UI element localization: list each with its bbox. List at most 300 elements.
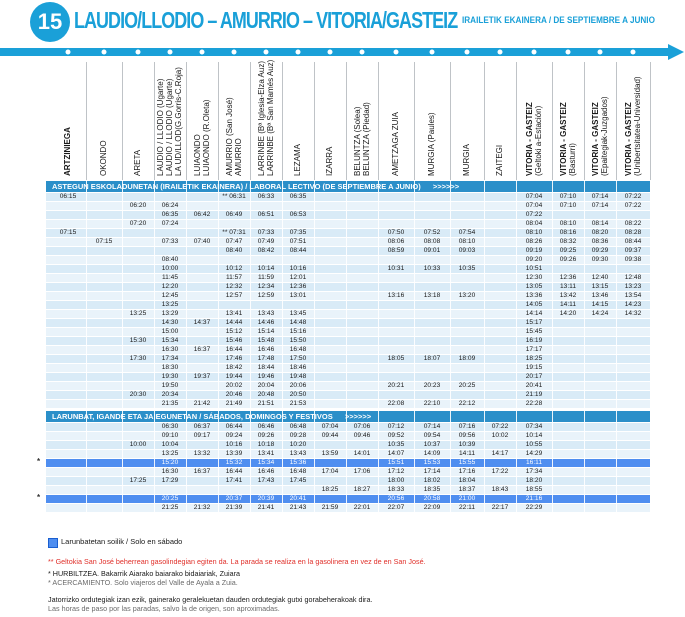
time-cell — [346, 459, 378, 467]
time-cell: 14:14 — [525, 310, 543, 317]
time-cell — [616, 459, 650, 467]
time-cell: 07:22 — [624, 193, 642, 200]
time-cell — [50, 238, 86, 246]
time-cell — [186, 274, 218, 282]
stop-dot — [360, 50, 365, 55]
time-cell: 17:45 — [289, 477, 307, 484]
time-cell: 08:42 — [257, 247, 275, 254]
time-cell — [414, 364, 450, 372]
time-cell: 14:46 — [257, 319, 275, 326]
stop-name: AMETZAGA ZUIA — [391, 111, 400, 176]
time-cell — [584, 441, 616, 449]
time-cell: 12:45 — [161, 292, 179, 299]
time-cell — [378, 202, 414, 210]
time-cell — [346, 274, 378, 282]
time-cell: 08:26 — [525, 238, 543, 245]
time-cell: 14:23 — [624, 301, 642, 308]
time-cell — [616, 432, 650, 440]
time-cell: 22:29 — [525, 504, 543, 511]
table-row — [46, 441, 650, 449]
time-cell: 15:34 — [257, 459, 275, 466]
stop-name: VITORIA - GASTEIZ — [558, 102, 568, 176]
time-cell — [314, 364, 346, 372]
column-separator — [378, 181, 379, 513]
time-cell: 16:44 — [225, 346, 243, 353]
time-cell: 08:32 — [559, 238, 577, 245]
time-cell: 10:14 — [525, 432, 543, 439]
time-cell — [50, 220, 86, 228]
time-cell — [50, 391, 86, 399]
time-cell: 07:12 — [387, 423, 405, 430]
time-cell — [186, 391, 218, 399]
stop-name: MURGIA — [462, 144, 471, 176]
time-cell: 09:44 — [321, 432, 339, 439]
time-cell — [122, 495, 154, 503]
time-cell: 17:12 — [387, 468, 405, 475]
time-cell — [186, 292, 218, 300]
time-cell — [50, 265, 86, 273]
time-cell: 08:40 — [161, 256, 179, 263]
time-cell: 09:03 — [458, 247, 476, 254]
time-cell — [218, 256, 250, 264]
time-cell — [616, 328, 650, 336]
stop-column — [86, 62, 123, 180]
time-cell: 06:46 — [257, 423, 275, 430]
time-cell — [122, 504, 154, 512]
table-row — [46, 373, 650, 381]
time-cell — [250, 202, 282, 210]
time-cell — [86, 292, 122, 300]
time-cell: 07:47 — [225, 238, 243, 245]
time-cell — [450, 274, 484, 282]
time-cell — [86, 400, 122, 408]
time-cell — [186, 441, 218, 449]
time-cell — [122, 346, 154, 354]
time-cell — [414, 211, 450, 219]
time-cell — [346, 328, 378, 336]
time-cell — [50, 450, 86, 458]
note-approx-eu: Jatorrizko ordutegiak izan ezik, gainerako geralekuetan dauden ordutegiak gutxi gorabeherakoak dira. — [48, 595, 373, 604]
stop-column — [378, 62, 415, 180]
time-cell: 22:01 — [353, 504, 371, 511]
time-cell: 20:41 — [525, 382, 543, 389]
stop-column — [218, 62, 251, 180]
time-cell — [86, 468, 122, 476]
table-row — [46, 432, 650, 440]
time-cell — [122, 459, 154, 467]
time-cell: 09:24 — [225, 432, 243, 439]
time-cell: 12:36 — [559, 274, 577, 281]
time-cell — [414, 310, 450, 318]
stop-name: ARETA — [133, 149, 142, 176]
time-cell: 13:43 — [289, 450, 307, 457]
time-cell — [616, 391, 650, 399]
time-cell: 20:17 — [525, 373, 543, 380]
time-cell — [314, 310, 346, 318]
time-cell — [616, 400, 650, 408]
time-cell — [484, 355, 516, 363]
time-cell: 18:25 — [525, 355, 543, 362]
time-cell — [314, 202, 346, 210]
time-cell: 14:11 — [559, 301, 576, 308]
time-cell: 13:42 — [559, 292, 577, 299]
time-cell — [484, 382, 516, 390]
time-cell — [616, 382, 650, 390]
time-cell — [414, 193, 450, 201]
time-cell: 06:20 — [129, 202, 147, 209]
time-cell: 20:34 — [161, 391, 179, 398]
time-cell: 06:33 — [257, 193, 275, 200]
time-cell — [484, 265, 516, 273]
time-cell — [122, 193, 154, 201]
stop-column — [154, 62, 187, 180]
time-cell: 13:05 — [525, 283, 543, 290]
time-cell: 22:09 — [423, 504, 441, 511]
time-cell: 21:41 — [257, 504, 275, 511]
time-cell: 17:14 — [423, 468, 441, 475]
stop-dot — [168, 50, 173, 55]
time-cell: 18:02 — [423, 477, 441, 484]
saturday-only-marker: * — [37, 457, 41, 466]
time-cell — [552, 265, 584, 273]
time-cell: 07:10 — [559, 193, 577, 200]
time-cell — [552, 337, 584, 345]
time-cell: 15:20 — [161, 459, 179, 466]
time-cell — [186, 247, 218, 255]
section-title: LARUNBAT, IGANDE ETA JAIEGUNETAN / SÁBADOS, DOMINGOS Y FESTIVOS — [52, 412, 333, 421]
time-cell — [552, 373, 584, 381]
table-row-saturday-only — [46, 459, 650, 467]
table-row — [46, 382, 650, 390]
time-cell — [186, 459, 218, 467]
time-cell: 10:16 — [225, 441, 243, 448]
table-row — [46, 301, 650, 309]
time-cell — [50, 274, 86, 282]
time-cell: 13:25 — [129, 310, 147, 317]
time-cell — [484, 301, 516, 309]
time-cell: 12:40 — [591, 274, 609, 281]
time-cell — [50, 256, 86, 264]
time-cell — [122, 238, 154, 246]
time-cell — [154, 193, 186, 201]
stop-dot — [102, 50, 107, 55]
time-cell: 08:44 — [289, 247, 307, 254]
stop-dot — [394, 50, 399, 55]
time-cell — [282, 256, 314, 264]
stop-column — [584, 62, 617, 180]
time-cell — [484, 495, 516, 503]
time-cell: 09:26 — [559, 256, 577, 263]
time-cell — [346, 301, 378, 309]
time-cell: 07:24 — [161, 220, 179, 227]
time-cell — [86, 337, 122, 345]
column-separator — [346, 181, 347, 513]
time-cell — [50, 495, 86, 503]
time-cell: 14:09 — [423, 450, 441, 457]
time-cell: 16:44 — [225, 468, 243, 475]
time-cell: 14:15 — [591, 301, 609, 308]
stop-name: ZAITEGI — [495, 144, 504, 176]
time-cell: 06:48 — [289, 423, 307, 430]
time-cell — [346, 391, 378, 399]
time-cell — [86, 274, 122, 282]
column-separator — [122, 181, 123, 513]
section-arrows: >>>>>> — [342, 412, 372, 421]
time-cell: 09:17 — [193, 432, 211, 439]
stop-column — [250, 59, 283, 180]
time-cell: 09:28 — [289, 432, 307, 439]
table-row — [46, 400, 650, 408]
time-cell — [86, 364, 122, 372]
time-cell: 14:07 — [387, 450, 405, 457]
time-cell — [552, 450, 584, 458]
time-cell — [616, 486, 650, 494]
time-cell — [314, 256, 346, 264]
time-cell — [86, 459, 122, 467]
time-cell: 07:54 — [458, 229, 476, 236]
time-cell: 17:50 — [289, 355, 307, 362]
time-cell: 17:17 — [525, 346, 543, 353]
time-cell — [584, 319, 616, 327]
time-cell — [314, 441, 346, 449]
time-cell: 10:39 — [458, 441, 476, 448]
time-cell — [584, 373, 616, 381]
time-cell — [86, 247, 122, 255]
time-cell: 20:23 — [423, 382, 441, 389]
time-cell: 13:59 — [321, 450, 339, 457]
time-cell — [122, 283, 154, 291]
time-cell — [552, 319, 584, 327]
time-cell — [50, 423, 86, 431]
time-cell: 13:16 — [387, 292, 405, 299]
time-cell — [346, 193, 378, 201]
time-cell: 12:34 — [257, 283, 275, 290]
time-cell — [484, 211, 516, 219]
time-cell: 07:15 — [95, 238, 113, 245]
time-cell: 13:15 — [591, 283, 609, 290]
time-cell — [86, 319, 122, 327]
time-cell: 14:01 — [353, 450, 371, 457]
time-cell — [616, 364, 650, 372]
time-cell: 14:17 — [491, 450, 509, 457]
time-cell: 15:32 — [225, 459, 243, 466]
time-cell — [186, 193, 218, 201]
time-cell: 20:06 — [289, 382, 307, 389]
time-cell: 18:43 — [491, 486, 509, 493]
time-cell — [346, 247, 378, 255]
time-cell: 15:00 — [161, 328, 179, 335]
time-cell — [86, 193, 122, 201]
time-cell: 15:53 — [423, 459, 441, 466]
stop-name: LA UD/LLOD(G.Gorris-C.Roja) — [174, 67, 183, 176]
time-cell: 14:24 — [591, 310, 609, 317]
time-cell — [616, 423, 650, 431]
time-cell — [50, 486, 86, 494]
table-row — [46, 256, 650, 264]
time-cell: 06:35 — [289, 193, 307, 200]
time-cell — [314, 220, 346, 228]
time-cell: 06:49 — [225, 211, 243, 218]
time-cell — [552, 441, 584, 449]
time-cell — [86, 450, 122, 458]
time-cell: 10:02 — [491, 432, 509, 439]
time-cell — [50, 301, 86, 309]
stop-dot — [430, 50, 435, 55]
stop-name: VITORIA - GASTEIZ — [524, 102, 534, 176]
column-separator — [86, 181, 87, 513]
legend-text: Larunbatetan soilik / Solo en sábado — [61, 537, 183, 546]
time-cell: 21:16 — [525, 495, 543, 502]
section-arrows: >>>>>> — [430, 182, 460, 191]
time-cell: 21:59 — [321, 504, 339, 511]
period-label: IRAILETIK EKAINERA / DE SEPTIEMBRE A JUNIO — [462, 15, 655, 26]
table-row — [46, 477, 650, 485]
time-cell: 20:37 — [225, 495, 243, 502]
time-cell — [250, 256, 282, 264]
time-cell: 15:34 — [161, 337, 179, 344]
time-cell — [450, 319, 484, 327]
time-cell — [186, 364, 218, 372]
time-cell: 21:42 — [193, 400, 211, 407]
table-row — [46, 274, 650, 282]
time-cell — [584, 486, 616, 494]
time-cell: 09:56 — [458, 432, 476, 439]
time-cell — [484, 247, 516, 255]
time-cell: ** 06:31 — [222, 193, 246, 200]
time-cell: 12:57 — [225, 292, 243, 299]
time-cell — [218, 202, 250, 210]
time-cell — [314, 292, 346, 300]
time-cell: 20:21 — [387, 382, 405, 389]
time-cell — [218, 220, 250, 228]
time-cell: 21:00 — [458, 495, 476, 502]
time-cell: 18:05 — [387, 355, 405, 362]
time-cell — [584, 211, 616, 219]
time-cell: 17:34 — [525, 468, 543, 475]
time-cell — [378, 319, 414, 327]
time-cell: 13:20 — [458, 292, 476, 299]
time-cell: 10:51 — [525, 265, 543, 272]
table-row — [46, 265, 650, 273]
time-cell: 22:11 — [458, 504, 475, 511]
time-cell: 07:14 — [591, 193, 609, 200]
time-cell — [484, 319, 516, 327]
time-cell — [250, 301, 282, 309]
time-cell — [86, 265, 122, 273]
time-cell — [122, 432, 154, 440]
time-cell: 16:30 — [161, 346, 179, 353]
time-cell — [346, 238, 378, 246]
table-row — [46, 238, 650, 246]
time-cell — [378, 391, 414, 399]
time-cell — [154, 229, 186, 237]
time-cell: 13:45 — [289, 310, 307, 317]
time-cell: 21:39 — [225, 504, 243, 511]
column-separator — [552, 181, 553, 513]
time-cell — [552, 495, 584, 503]
time-cell — [484, 229, 516, 237]
time-cell: 13:32 — [193, 450, 211, 457]
time-cell: 14:30 — [161, 319, 179, 326]
stop-column — [450, 62, 485, 180]
time-cell: 07:04 — [525, 202, 543, 209]
time-cell: 19:44 — [225, 373, 243, 380]
time-cell: 16:37 — [193, 468, 211, 475]
time-cell — [616, 504, 650, 512]
time-cell — [484, 441, 516, 449]
time-cell — [552, 346, 584, 354]
time-cell: 08:20 — [591, 229, 609, 236]
time-cell — [346, 229, 378, 237]
section-header — [46, 411, 650, 422]
time-cell — [50, 292, 86, 300]
time-cell: 09:10 — [161, 432, 179, 439]
table-row — [46, 504, 650, 512]
time-cell — [552, 211, 584, 219]
column-separator — [584, 181, 585, 513]
time-cell: 21:25 — [161, 504, 179, 511]
time-cell — [584, 346, 616, 354]
time-cell: 13:18 — [423, 292, 441, 299]
time-cell: 18:00 — [387, 477, 405, 484]
time-cell: 12:01 — [289, 274, 307, 281]
time-cell — [314, 328, 346, 336]
time-cell — [552, 400, 584, 408]
time-cell — [484, 283, 516, 291]
time-cell: 22:10 — [423, 400, 441, 407]
time-cell — [314, 459, 346, 467]
time-cell: 17:46 — [225, 355, 243, 362]
stop-name: IZARRA — [325, 146, 334, 176]
time-cell: 08:10 — [559, 220, 577, 227]
stop-dot — [566, 50, 571, 55]
time-cell: 09:01 — [423, 247, 441, 254]
time-cell — [346, 319, 378, 327]
time-cell — [50, 468, 86, 476]
line-number-badge: 15 — [30, 2, 70, 42]
time-cell — [450, 301, 484, 309]
time-cell: 06:53 — [289, 211, 307, 218]
time-cell — [50, 459, 86, 467]
time-cell — [414, 346, 450, 354]
time-cell: 15:55 — [458, 459, 476, 466]
stop-name: (Unibertsitatea-Universidad) — [632, 76, 642, 176]
time-cell — [346, 346, 378, 354]
time-cell — [50, 355, 86, 363]
table-row — [46, 328, 650, 336]
time-cell: 09:25 — [559, 247, 577, 254]
time-cell: 16:48 — [289, 468, 307, 475]
time-cell: 09:46 — [353, 432, 371, 439]
time-cell: 13:39 — [225, 450, 243, 457]
time-cell — [50, 441, 86, 449]
stop-name: (Epaitegiak-Juzgados) — [599, 96, 609, 176]
time-cell — [414, 373, 450, 381]
time-cell — [314, 382, 346, 390]
time-cell — [616, 355, 650, 363]
column-separator — [186, 181, 187, 513]
time-cell — [282, 486, 314, 494]
stop-name: AMURRIO (San José) — [224, 97, 234, 176]
time-cell: 10:00 — [161, 265, 179, 272]
time-cell: 17:04 — [321, 468, 339, 475]
time-cell — [552, 423, 584, 431]
time-cell — [86, 441, 122, 449]
time-cell: 18:30 — [161, 364, 179, 371]
time-cell — [314, 193, 346, 201]
column-separator — [616, 181, 617, 513]
time-cell — [378, 256, 414, 264]
